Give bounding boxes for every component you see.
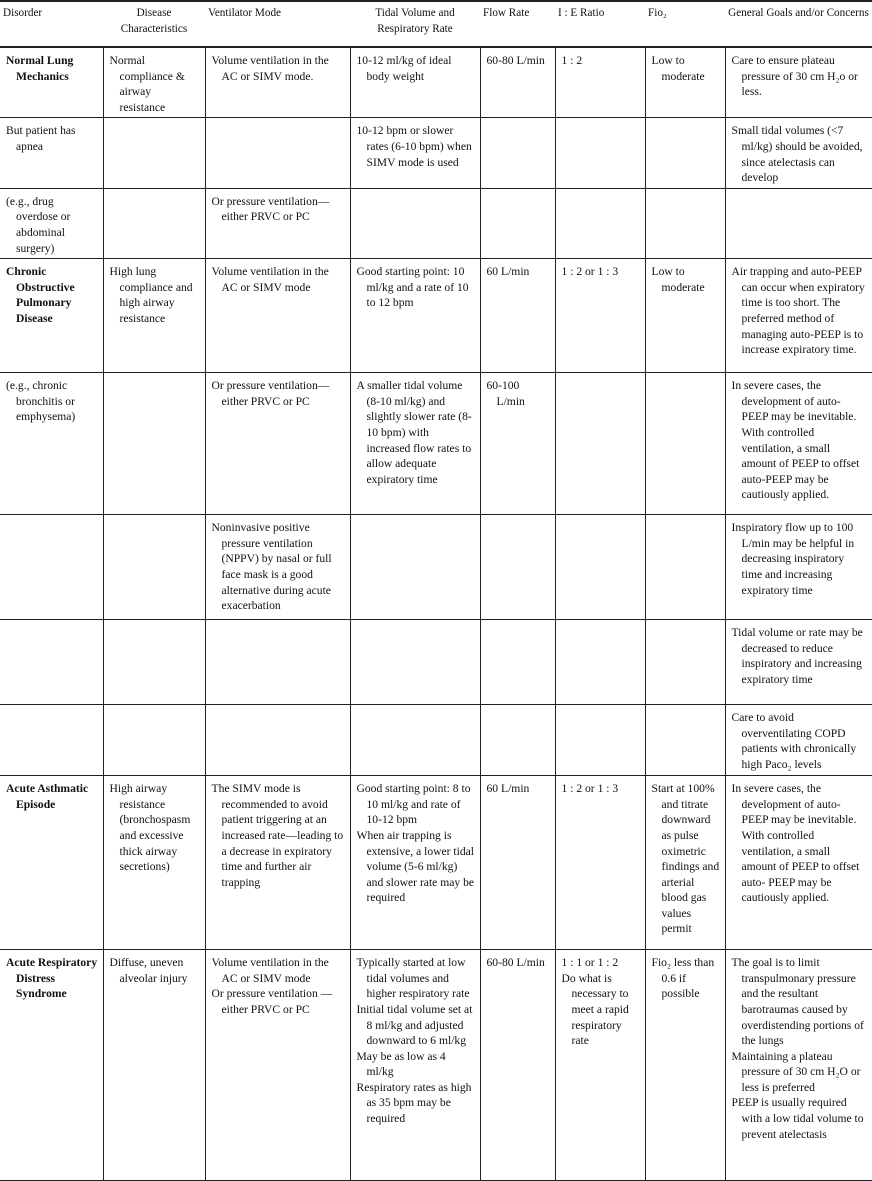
cell-ventilator-mode (205, 188, 350, 258)
cell-disorder (0, 705, 103, 776)
cell-disease-characteristics (103, 620, 205, 705)
cell-tidal-volume-rate (350, 118, 480, 188)
table-row (0, 776, 872, 950)
header-disease-characteristics: Disease Characteristics (103, 1, 205, 47)
cell-goals (725, 259, 872, 373)
table-row (0, 47, 872, 118)
header-disorder: Disorder (0, 1, 103, 47)
cell-ventilator-mode (205, 118, 350, 188)
table-row (0, 515, 872, 620)
cell-flow-rate (480, 373, 555, 515)
cell-ventilator-mode (205, 373, 350, 515)
cell-text: Low to moderate (651, 54, 705, 83)
header-ventilator-mode: Ventilator Mode (205, 1, 350, 47)
cell-text: (e.g., chronic bronchitis or emphysema) (6, 379, 76, 424)
cell-ventilator-mode (205, 776, 350, 950)
cell-disease-characteristics (103, 47, 205, 118)
cell-fio2 (645, 515, 725, 620)
header-goals: General Goals and/or Concerns (725, 1, 872, 47)
cell-ventilator-mode (205, 515, 350, 620)
cell-tidal-volume-rate (350, 47, 480, 118)
cell-text: The SIMV mode is recommended to avoid patient triggering at an increased rate—leading to a decrease in expiratory time and further air trapping (211, 782, 344, 889)
cell-ventilator-mode (205, 47, 350, 118)
cell-disorder (0, 188, 103, 258)
cell-ie-ratio (555, 259, 645, 373)
cell-text: High airway resistance (bronchospasm and excessive thick airway secretions) (109, 782, 191, 874)
cell-text: 60-80 L/min (486, 54, 545, 67)
cell-fio2 (645, 373, 725, 515)
table-row (0, 950, 872, 1181)
cell-text: Acute Asthmatic Episode (6, 782, 89, 811)
cell-disease-characteristics (103, 776, 205, 950)
cell-text: Normal compliance & airway resistance (109, 54, 185, 114)
cell-disorder (0, 373, 103, 515)
cell-disorder (0, 47, 103, 118)
cell-flow-rate (480, 620, 555, 705)
cell-text: 1 : 2 or 1 : 3 (561, 782, 619, 796)
cell-text: PEEP is usually required with a low tidal volume to prevent atelectasis (731, 1096, 864, 1141)
cell-tidal-volume-rate (350, 373, 480, 515)
cell-text: 60 L/min (486, 265, 530, 279)
cell-text: 10-12 ml/kg of ideal body weight (356, 54, 452, 83)
cell-text: 1 : 2 (561, 54, 583, 67)
cell-disease-characteristics (103, 950, 205, 1181)
cell-text: Or pressure ventilation—either PRVC or PC (211, 194, 330, 224)
cell-goals (725, 118, 872, 188)
cell-flow-rate (480, 950, 555, 1181)
header-row (0, 1, 872, 47)
cell-ie-ratio (555, 950, 645, 1181)
cell-goals (725, 188, 872, 258)
cell-tidal-volume-rate (350, 188, 480, 258)
header-flow-rate: Flow Rate (480, 1, 555, 47)
cell-goals (725, 620, 872, 705)
cell-text: Or pressure ventilation—either PRVC or PC (211, 379, 330, 408)
table-row (0, 188, 872, 258)
cell-disorder (0, 118, 103, 188)
cell-flow-rate (480, 118, 555, 188)
cell-goals (725, 515, 872, 620)
cell-flow-rate (480, 776, 555, 950)
table-row (0, 620, 872, 705)
cell-disease-characteristics (103, 188, 205, 258)
cell-tidal-volume-rate (350, 950, 480, 1181)
cell-goals (725, 776, 872, 950)
cell-text: Fio₂ less than 0.6 if possible (651, 956, 715, 1001)
cell-flow-rate (480, 259, 555, 373)
cell-disorder (0, 515, 103, 620)
cell-disease-characteristics (103, 705, 205, 776)
cell-flow-rate (480, 705, 555, 776)
table-row (0, 259, 872, 373)
cell-ie-ratio (555, 118, 645, 188)
cell-tidal-volume-rate (350, 705, 480, 776)
header-fio2: Fio₂ (645, 1, 725, 47)
cell-text: Air trapping and auto-PEEP can occur when expiratory time is too short. The preferred method of managing auto-PEEP is to increase expiratory time. (731, 265, 865, 357)
cell-flow-rate (480, 515, 555, 620)
cell-ventilator-mode (205, 705, 350, 776)
cell-text: Volume ventilation in the AC or SIMV mode (211, 956, 329, 985)
cell-text: Maintaining a plateau pressure of 30 cm H₂O or less is preferred (731, 1049, 861, 1094)
cell-fio2 (645, 118, 725, 188)
cell-text: Inspiratory flow up to 100 L/min may be helpful in decreasing inspiratory time and increasing expiratory time (731, 521, 855, 597)
cell-fio2 (645, 620, 725, 705)
cell-disease-characteristics (103, 515, 205, 620)
cell-text: Diffuse, uneven alveolar injury (109, 956, 188, 985)
cell-ventilator-mode (205, 950, 350, 1181)
cell-fio2 (645, 188, 725, 258)
table-row (0, 373, 872, 515)
cell-text: Acute Respiratory Distress Syndrome (6, 956, 98, 1001)
cell-ie-ratio (555, 47, 645, 118)
cell-text: May be as low as 4 ml/kg (356, 1049, 446, 1079)
cell-disease-characteristics (103, 118, 205, 188)
cell-fio2 (645, 776, 725, 950)
table-row (0, 118, 872, 188)
cell-ie-ratio (555, 188, 645, 258)
cell-tidal-volume-rate (350, 259, 480, 373)
cell-disorder (0, 259, 103, 373)
header-tidal-volume: Tidal Volume and Respiratory Rate (350, 1, 480, 47)
cell-ie-ratio (555, 515, 645, 620)
cell-fio2 (645, 705, 725, 776)
cell-text: Respiratory rates as high as 35 bpm may be required (356, 1080, 472, 1126)
cell-goals (725, 47, 872, 118)
cell-text: 60-80 L/min (486, 956, 545, 970)
cell-text: Normal Lung Mechanics (6, 54, 74, 83)
cell-text: Care to avoid overventilating COPD patients with chronically high Paco₂ levels (731, 711, 857, 771)
cell-text: High lung compliance and high airway resistance (109, 265, 193, 325)
cell-text: Typically started at low tidal volumes and higher respiratory rate (356, 956, 470, 1001)
cell-text: Noninvasive positive pressure ventilation (NPPV) by nasal or full face mask is a good alternative during acute exacerbation (211, 521, 332, 613)
cell-text: Start at 100% and titrate downward as pulse oximetric findings and arterial blood gas values permit (651, 782, 720, 936)
cell-text: Good starting point: 8 to 10 ml/kg and rate of 10-12 bpm (356, 782, 471, 827)
cell-ie-ratio (555, 776, 645, 950)
header-ie-ratio: I : E Ratio (555, 1, 645, 47)
cell-disease-characteristics (103, 259, 205, 373)
cell-text: (e.g., drug overdose or abdominal surgery) (6, 194, 71, 255)
cell-text: 60-100 L/min (486, 379, 525, 408)
cell-text: The goal is to limit transpulmonary pressure and the resultant barotraumas caused by overdistending portions of the lungs (731, 956, 864, 1048)
cell-text: In severe cases, the development of auto-PEEP may be inevitable. With controlled ventilation, a small amount of PEEP to offset auto-PEEP may be cautiously applied. (731, 379, 860, 502)
cell-fio2 (645, 259, 725, 373)
cell-ie-ratio (555, 620, 645, 705)
cell-text: 60 L/min (486, 782, 530, 796)
cell-text: Or pressure ventilation — either PRVC or PC (211, 987, 333, 1016)
cell-text: 10-12 bpm or slower rates (6-10 bpm) when SIMV mode is used (356, 124, 472, 169)
cell-text: 1 : 2 or 1 : 3 (561, 265, 619, 279)
cell-text: Volume ventilation in the AC or SIMV mode (211, 265, 329, 294)
cell-disease-characteristics (103, 373, 205, 515)
cell-tidal-volume-rate (350, 776, 480, 950)
cell-text: 1 : 1 or 1 : 2 (561, 956, 619, 970)
cell-goals (725, 373, 872, 515)
cell-text: When air trapping is extensive, a lower tidal volume (5-6 ml/kg) and slower rate may be required (356, 828, 475, 905)
cell-tidal-volume-rate (350, 620, 480, 705)
cell-ie-ratio (555, 373, 645, 515)
table-row (0, 705, 872, 776)
cell-disorder (0, 776, 103, 950)
cell-text: Do what is necessary to meet a rapid respiratory rate (561, 971, 629, 1048)
cell-text: Chronic Obstructive Pulmonary Disease (6, 265, 75, 325)
cell-flow-rate (480, 47, 555, 118)
cell-text: Care to ensure plateau pressure of 30 cm H₂o or less. (731, 54, 858, 99)
cell-disorder (0, 620, 103, 705)
cell-fio2 (645, 950, 725, 1181)
cell-ventilator-mode (205, 259, 350, 373)
cell-ventilator-mode (205, 620, 350, 705)
cell-text: Volume ventilation in the AC or SIMV mode. (211, 54, 329, 83)
cell-text: Tidal volume or rate may be decreased to reduce inspiratory and increasing expiratory time (731, 626, 863, 686)
cell-fio2 (645, 47, 725, 118)
cell-goals (725, 705, 872, 776)
cell-text: Small tidal volumes (<7 ml/kg) should be avoided, since atelectasis can develop (731, 124, 863, 185)
cell-tidal-volume-rate (350, 515, 480, 620)
cell-text: Low to moderate (651, 265, 705, 294)
cell-goals (725, 950, 872, 1181)
cell-flow-rate (480, 188, 555, 258)
cell-disorder (0, 950, 103, 1181)
cell-text: Initial tidal volume set at 8 ml/kg and adjusted downward to 6 ml/kg (356, 1002, 473, 1048)
cell-text: In severe cases, the development of auto-PEEP may be inevitable. With controlled ventilation, a small amount of PEEP to offset auto- PEEP may be cautiously applied. (731, 782, 860, 905)
cell-text: A smaller tidal volume (8-10 ml/kg) and slightly slower rate (8-10 bpm) with increased flow rates to allow adequate expiratory time (356, 379, 472, 486)
cell-text: But patient has apnea (6, 124, 76, 153)
cell-text: Good starting point: 10 ml/kg and a rate of 10 to 12 bpm (356, 265, 469, 310)
cell-ie-ratio (555, 705, 645, 776)
